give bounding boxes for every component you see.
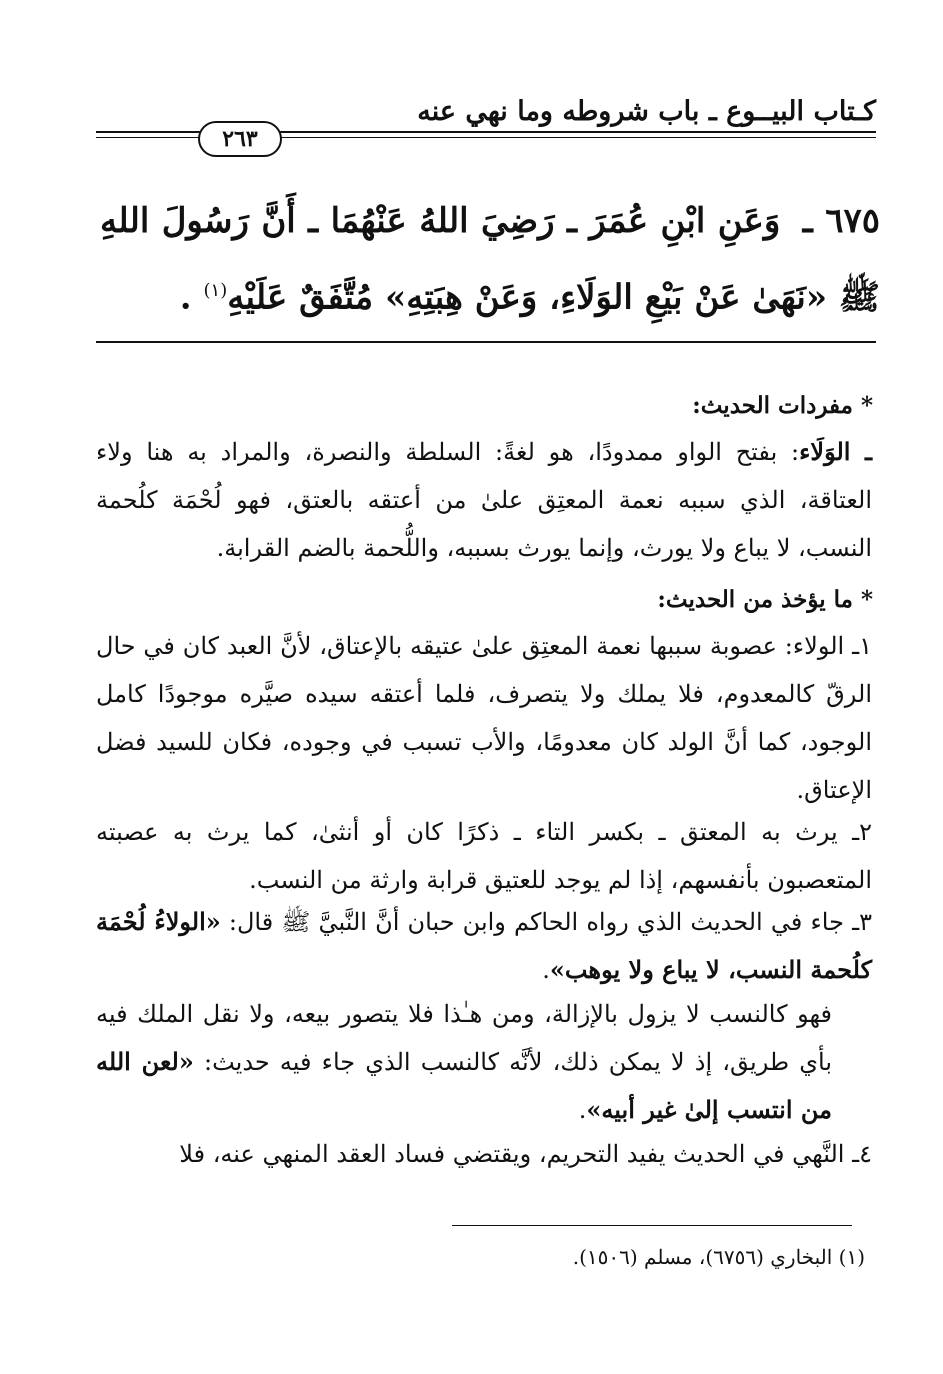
lesson-end: . <box>542 956 550 984</box>
lesson-number: ٣ـ <box>852 908 872 936</box>
page-number: ٢٦٣ <box>198 121 282 157</box>
vocab-paragraph <box>96 428 872 572</box>
lesson-text: جاء في الحديث الذي رواه الحاكم وابن حبان أنَّ النَّبيَّ ﷺ قال: <box>220 908 844 936</box>
lesson-item-2 <box>96 808 872 904</box>
chapter-title: كـتاب البيــوع ـ باب شروطه وما نهي عنه <box>417 96 876 127</box>
hadith-body: وَعَنِ ابْنِ عُمَرَ ـ رَضِيَ اللهُ عَنْهُمَا ـ أَنَّ رَسُولَ اللهِ ﷺ «نَهَىٰ عَنْ بَيْعِ الوَلَاءِ، وَعَنْ هِبَتِهِ» مُتَّفَقٌ عَلَيْهِ <box>100 201 880 318</box>
lesson-text: يرث به المعتق ـ بكسر التاء ـ ذكرًا كان أو أنثىٰ، كما يرث به عصبته المتعصبون بأنفسهم، إذا لم يوجد للعتيق قرابة وارثة من النسب. <box>96 818 872 894</box>
lesson-number: ٤ـ <box>852 1140 872 1168</box>
lesson-number: ٢ـ <box>852 818 872 846</box>
vocab-heading: * مفردات الحديث: <box>692 392 873 419</box>
vocab-term: ـ الوَلَاء <box>799 437 872 466</box>
lesson-text: الولاء: عصوبة سببها نعمة المعتِق علىٰ عتيقه بالإعتاق، لأنَّ العبد كان في حال الرقّ كالمعدوم، فلا يملك ولا يتصرف، فلما أعتقه سيده صيَّره موجودًا كامل الوجود، كما أنَّ الولد كان معدومًا، والأب تسبب في وجوده، فكان للسيد فضل الإعتاق. <box>96 632 872 804</box>
lesson-number: ١ـ <box>852 632 872 660</box>
lesson-text: النَّهي في الحديث يفيد التحريم، ويقتضي فساد العقد المنهي عنه، فلا <box>179 1140 845 1168</box>
lesson-item-4 <box>96 1130 872 1178</box>
footnote-rule <box>452 1225 852 1226</box>
lesson-quote: «الولاءُ لُحْمَة كلُحمة النسب، لا يباع ولا يوهب» <box>96 907 872 984</box>
footnote-mark: (١) <box>203 280 228 301</box>
lesson-item-3-continued <box>96 990 872 1134</box>
footnote: (١) البخاري (٦٧٥٦)، مسلم (١٥٠٦). <box>572 1245 865 1269</box>
hadith-number: ٦٧٥ ـ <box>802 201 880 241</box>
hadith-rule <box>96 341 876 343</box>
lesson-item-1 <box>96 622 872 814</box>
hadith-end: . <box>179 277 204 318</box>
lesson-text: فهو كالنسب لا يزول بالإزالة، ومن هـٰذا فلا يتصور بيعه، ولا نقل الملك فيه بأي طريق، إذ لا يمكن ذلك، لأنَّه كالنسب الذي جاء فيه حديث: <box>96 1000 832 1076</box>
hadith-text <box>100 186 880 332</box>
lesson-quote: «لعن الله من انتسب إلىٰ غير أبيه» <box>96 1047 832 1124</box>
vocab-text: : بفتح الواو ممدودًا، هو لغةً: السلطة والنصرة، والمراد به هنا ولاء العتاقة، الذي سببه نعمة المعتِق علىٰ من أعتقه بالعتق، فهو لُحْمَة كلُحمة النسب، لا يباع ولا يورث، وإنما يورث بسببه، واللُّحمة بالضم القرابة. <box>96 438 872 562</box>
lessons-heading: * ما يؤخذ من الحديث: <box>657 586 873 613</box>
lesson-item-3 <box>96 898 872 994</box>
lesson-end: . <box>578 1096 587 1124</box>
